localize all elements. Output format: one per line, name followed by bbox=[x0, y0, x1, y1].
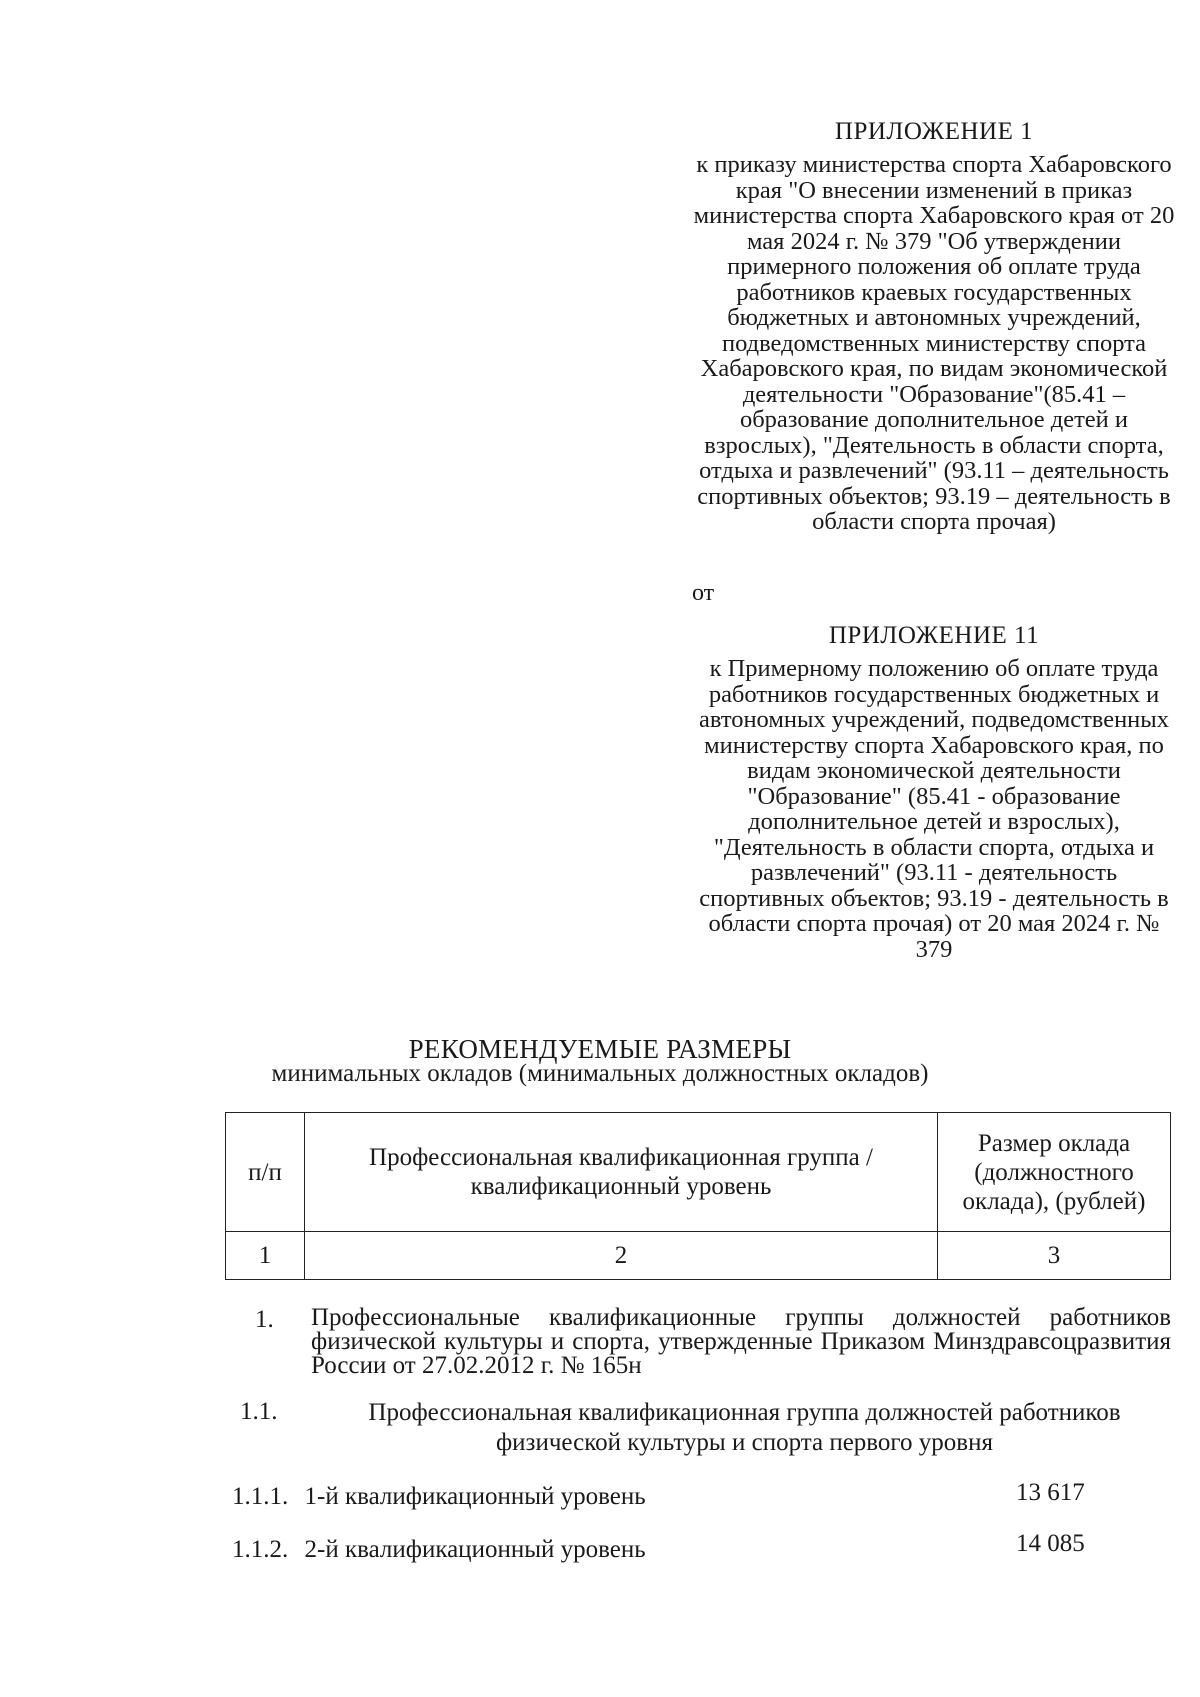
column-number-2: 2 bbox=[305, 1232, 938, 1280]
section-1-1 bbox=[240, 1398, 1171, 1458]
header-cell-salary: Размер оклада (должностного оклада), (рублей) bbox=[938, 1113, 1171, 1232]
section-text: Профессиональные квалификационные группы должностей работников физической культуры и спорта, утвержденные Приказом Минздравсоцразвития России от 27.02.2012 г. № 165н bbox=[311, 1304, 1171, 1379]
row-value: 14 085 bbox=[1016, 1530, 1085, 1557]
header-cell-number: п/п bbox=[226, 1113, 305, 1232]
row-label: 1-й квалификационный уровень bbox=[304, 1483, 646, 1510]
appendix-1-from: от bbox=[692, 580, 715, 606]
row-value: 13 617 bbox=[1016, 1479, 1085, 1506]
row-label: 2-й квалификационный уровень bbox=[304, 1536, 646, 1563]
section-1 bbox=[255, 1306, 1171, 1378]
document-subheading: минимальных окладов (минимальных должностных окладов) bbox=[271, 1060, 929, 1087]
appendix-1-block bbox=[690, 118, 1178, 535]
table-header-row bbox=[226, 1113, 1171, 1232]
document-heading: РЕКОМЕНДУЕМЫЕ РАЗМЕРЫ bbox=[408, 1034, 792, 1064]
row-number: 1.1.1. bbox=[232, 1483, 289, 1510]
appendix-11-title: ПРИЛОЖЕНИЕ 11 bbox=[828, 622, 1040, 649]
section-text: Профессиональная квалификационная группа должностей работников физической культуры и спорта первого уровня bbox=[368, 1399, 1121, 1456]
section-number: 1. bbox=[255, 1306, 274, 1333]
appendix-1-text: к приказу министерства спорта Хабаровского края "О внесении изменений в приказ министерства спорта Хабаровского края от 20 мая 2024 г. № 379 "Об утверждении примерного положения об оплате труда работников краевых государственных бюджетных и автономных учреждений, подведомственных министерству спорта Хабаровского края, по видам экономической деятельности "Образование"(85.41 – образование дополнительное детей и взрослых), "Деятельность в области спорта, отдыха и развлечений" (93.11 – деятельность спортивных объектов; 93.19 – деятельность в области спорта прочая) bbox=[693, 151, 1175, 535]
appendix-1-title: ПРИЛОЖЕНИЕ 1 bbox=[834, 118, 1034, 145]
row-number: 1.1.2. bbox=[232, 1536, 289, 1563]
header-cell-group: Профессиональная квалификационная группа / квалификационный уровень bbox=[305, 1113, 938, 1232]
rates-table bbox=[225, 1112, 1171, 1280]
table-row bbox=[232, 1536, 646, 1564]
appendix-11-block bbox=[690, 622, 1178, 962]
column-number-3: 3 bbox=[938, 1232, 1171, 1280]
column-number-1: 1 bbox=[226, 1232, 305, 1280]
table-row bbox=[232, 1483, 646, 1511]
table-column-number-row bbox=[226, 1232, 1171, 1280]
appendix-11-text: к Примерному положению об оплате труда работников государственных бюджетных и автономных учреждений, подведомственных министерству спорта Хабаровского края, по видам экономической деятельности "Образование" (85.41 - образование дополнительное детей и взрослых), "Деятельность в области спорта, отдыха и развлечений" (93.11 - деятельность спортивных объектов; 93.19 - деятельность в области спорта прочая) от 20 мая 2024 г. № 379 bbox=[698, 655, 1170, 963]
section-number: 1.1. bbox=[240, 1398, 278, 1425]
